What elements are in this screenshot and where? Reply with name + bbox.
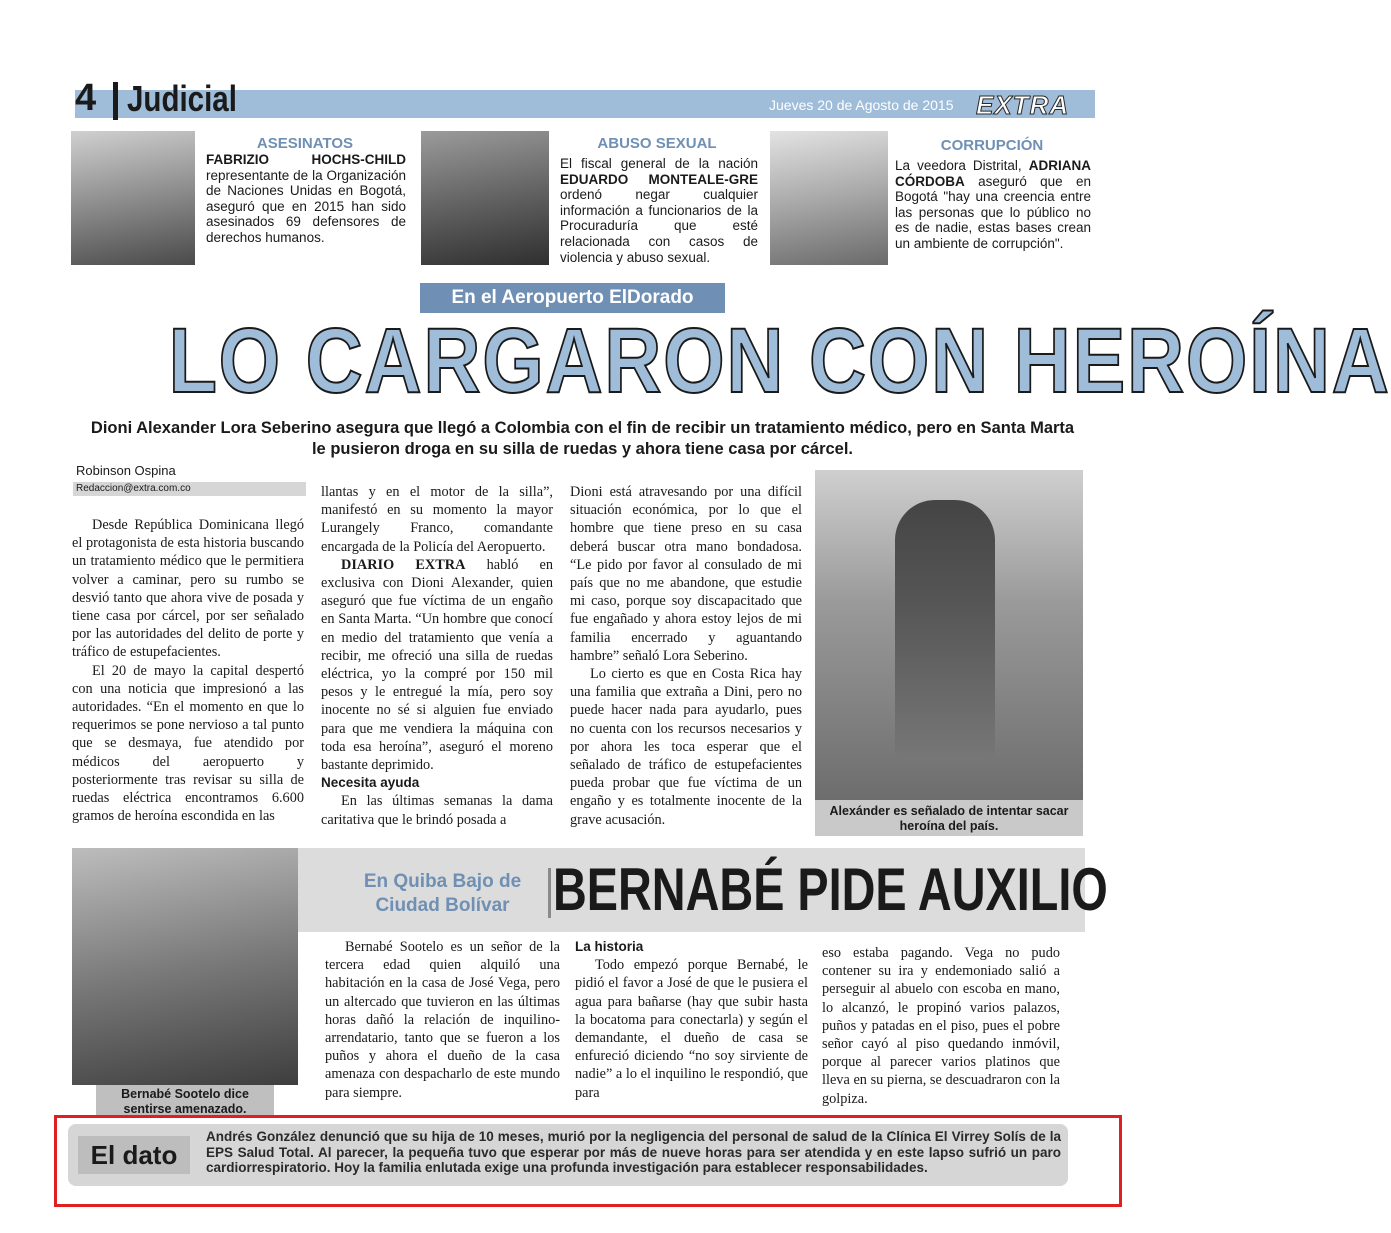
- main-photo-caption: Alexánder es señalado de intentar sacar heroína del país.: [815, 800, 1083, 836]
- el-dato-text: Andrés González denunció que su hija de 10 meses, murió por la negligencia del personal de salud de la Clínica El Virrey Solís de la EPS Salud Total. Al parecer, la pequeña tuvo que esperar por más de nueve horas para ser atendida y en este lapso sufrió un paro cardiorrespiratorio. Hoy la familia enlutada exige una profunda investigación para establecer responsabilidades.: [206, 1129, 1061, 1175]
- second-kicker-divider: [548, 868, 551, 918]
- second-col2-paragraph: Todo empezó porque Bernabé, le pidió el favor a José de que le pusiera el agua para bañarse (hay que subir hasta la bocatoma para conectarla) y según el demandante, el dueño de casa se enfureció diciendo “no soy sirviente de nadie” a lo el inquilino le respondió, que para: [575, 957, 808, 1101]
- brief-text-abuso: [560, 156, 758, 265]
- second-headline: BERNABÉ PIDE AUXILIO: [553, 856, 1108, 923]
- second-col1-paragraph: Bernabé Sootelo es un señor de la tercera edad quien alquiló una habitación en la casa de José Vega, pero un altercado que tuvieron en las últimas horas dañó la relación de inquilino-arrendatario, tanto que se fueron a los puños y ahora el dueño de la casa amenaza con despacharlo de este mundo para siempre.: [325, 939, 560, 1101]
- header-divider: [113, 82, 118, 120]
- second-col3-paragraph: eso estaba pagando. Vega no pudo contener su ira y endemoniado salió a perseguir al abuelo con escoba en mano, lo alcanzó, le propinó varios palazos, puños y patadas en el piso, pues el pobre señor cayó al piso quedando inmóvil, porque al parecer varios platinos que lleva en su pierna, se descuadraron con la golpiza.: [822, 945, 1060, 1107]
- main-kicker: [420, 283, 725, 313]
- main-headline: LO CARGARON CON HEROÍNA: [168, 310, 1391, 412]
- issue-date: Jueves 20 de Agosto de 2015: [769, 97, 954, 113]
- second-photo-caption: Bernabé Sootelo dice sentirse amenazado.: [96, 1085, 274, 1117]
- second-column-2: [575, 926, 808, 1102]
- main-subhead: Necesita ayuda: [321, 775, 420, 791]
- brief-photo-montealegre: [421, 131, 549, 265]
- second-column-3: [822, 944, 1060, 1108]
- main-col1-paragraph: Desde República Dominicana llegó el protagonista de esta historia buscando un tratamiento médico que le permitiera volver a caminar, pero su rumbo se desvió tanto que ahora vive de posada y tiene casa por cárcel, por ser señalado por las autoridades del delito de porte y tráfico de estupefacientes.: [72, 517, 304, 661]
- brief-body-asesinatos: representante de la Organización de Naciones Unidas en Bogotá, aseguró que en 2015 han sido asesinados 69 defensores de derechos humanos.: [206, 167, 406, 245]
- brief-text-corrupcion: [895, 158, 1091, 252]
- el-dato-label: El dato: [78, 1136, 190, 1174]
- main-column-1: [72, 516, 304, 825]
- main-col3-paragraph: Dioni está atravesando por una difícil situación económica, por lo que el hombre que tiene preso en su casa deberá buscar otra mano bondadosa. “Le pido por favor al consulado de mi país que no me abandone, que estudie mi caso, porque soy discapacitado que fue engañado y ahora estoy lejos de mi familia encerrado y aguantando hambre” señaló Lora Seberino.: [570, 484, 802, 664]
- brief-category-asesinatos: ASESINATOS: [256, 135, 354, 152]
- brief-text-asesinatos: [206, 152, 406, 246]
- brand-logo: EXTRA: [976, 90, 1070, 120]
- page-number: 4: [75, 77, 97, 119]
- second-photo-bernabe: [72, 848, 298, 1085]
- main-col1-paragraph: El 20 de mayo la capital despertó con una noticia que impresionó a las autoridades. “En el momento en que lo requerimos se pone nervioso a tal punto que se desmaya, fue atendido por médicos del aeropuerto y posteriormente tras revisar su silla de ruedas eléctrica encontramos 6.600 gramos de heroína escondida en las: [72, 662, 304, 825]
- section-header: [75, 76, 1097, 120]
- wheelchair-figure: [895, 500, 995, 760]
- brief-body-abuso: ordenó negar cualquier información a funcionarios de la Procuraduría que esté relacionada con casos de violencia y abuso sexual.: [560, 187, 758, 265]
- brief-body-corrupcion: aseguró que en Bogotá "hay una creencia entre las personas que lo público no es de nadie, estas bases crean un ambiente de corrupción".: [895, 173, 1091, 251]
- main-col3-paragraph: Lo cierto es que en Costa Rica hay una familia que extraña a Dini, pero no puede hacer nada para ayudarlo, pues no cuenta con los recursos necesarios y por ahora les toca esperar que el señalado de tráfico de estupefacientes pueda probar que fue víctima de un engaño y es totalmente inocente de la grave acusación.: [570, 666, 802, 828]
- brief-lead-abuso: El fiscal general de la nación: [560, 156, 758, 171]
- byline-email: Redaccion@extra.com.co: [73, 482, 306, 496]
- main-col2-intro: llantas y en el motor de la silla”, manifestó en su momento la mayor Lurangely Franco, comandante encargada de la Policía del Aeropuerto.: [321, 484, 553, 555]
- section-title: Judicial: [127, 78, 237, 119]
- main-col2-lead: DIARIO EXTRA: [341, 556, 466, 573]
- brief-photo-hochschild: [71, 131, 195, 265]
- brief-name-asesinatos: FABRIZIO HOCHS-CHILD: [206, 152, 406, 167]
- brief-category-corrupcion: CORRUPCIÓN: [940, 137, 1044, 154]
- main-col2-paragraph: [321, 556, 553, 774]
- main-col2-paragraph-3: En las últimas semanas la dama caritativa que le brindó posada a: [321, 793, 553, 828]
- brief-lead-corrupcion: La veedora Distrital,: [895, 158, 1022, 173]
- second-subhead: La historia: [575, 939, 644, 954]
- brief-category-abuso: ABUSO SEXUAL: [597, 135, 717, 152]
- brief-photo-cordoba: [770, 131, 888, 265]
- brief-name-abuso: EDUARDO MONTEALE-GRE: [560, 171, 758, 187]
- byline: Robinson Ospina: [76, 463, 176, 478]
- main-column-3: [570, 483, 802, 829]
- main-photo-wheelchair: [815, 470, 1083, 800]
- brief-name-corrupcion: ADRIANA CÓRDOBA: [895, 158, 1091, 189]
- main-column-2: [321, 483, 553, 829]
- second-column-1: [325, 938, 560, 1102]
- second-kicker: En Quiba Bajo de Ciudad Bolívar: [363, 871, 522, 916]
- main-kicker-text: En el Aeropuerto ElDorado: [451, 287, 694, 308]
- main-col2-text: habló en exclusiva con Dioni Alexander, quien aseguró que fue víctima de un engaño en Santa Marta. “Un hombre que conocí en medio del tratamiento que venía a recibir, me ofreció una silla de ruedas eléctrica, yo la compré por 150 mil pesos y le entregué la mía, pero soy inocente no sé si alguien fue enviado para que me vendiera la máquina con toda esa heroína”, aseguró el moreno bastante deprimido.: [321, 556, 553, 774]
- main-deck: Dioni Alexander Lora Seberino asegura que llegó a Colombia con el fin de recibir un tratamiento médico, pero en Santa Marta le pusieron droga en su silla de ruedas y ahora tiene casa por cárcel.: [90, 419, 1075, 458]
